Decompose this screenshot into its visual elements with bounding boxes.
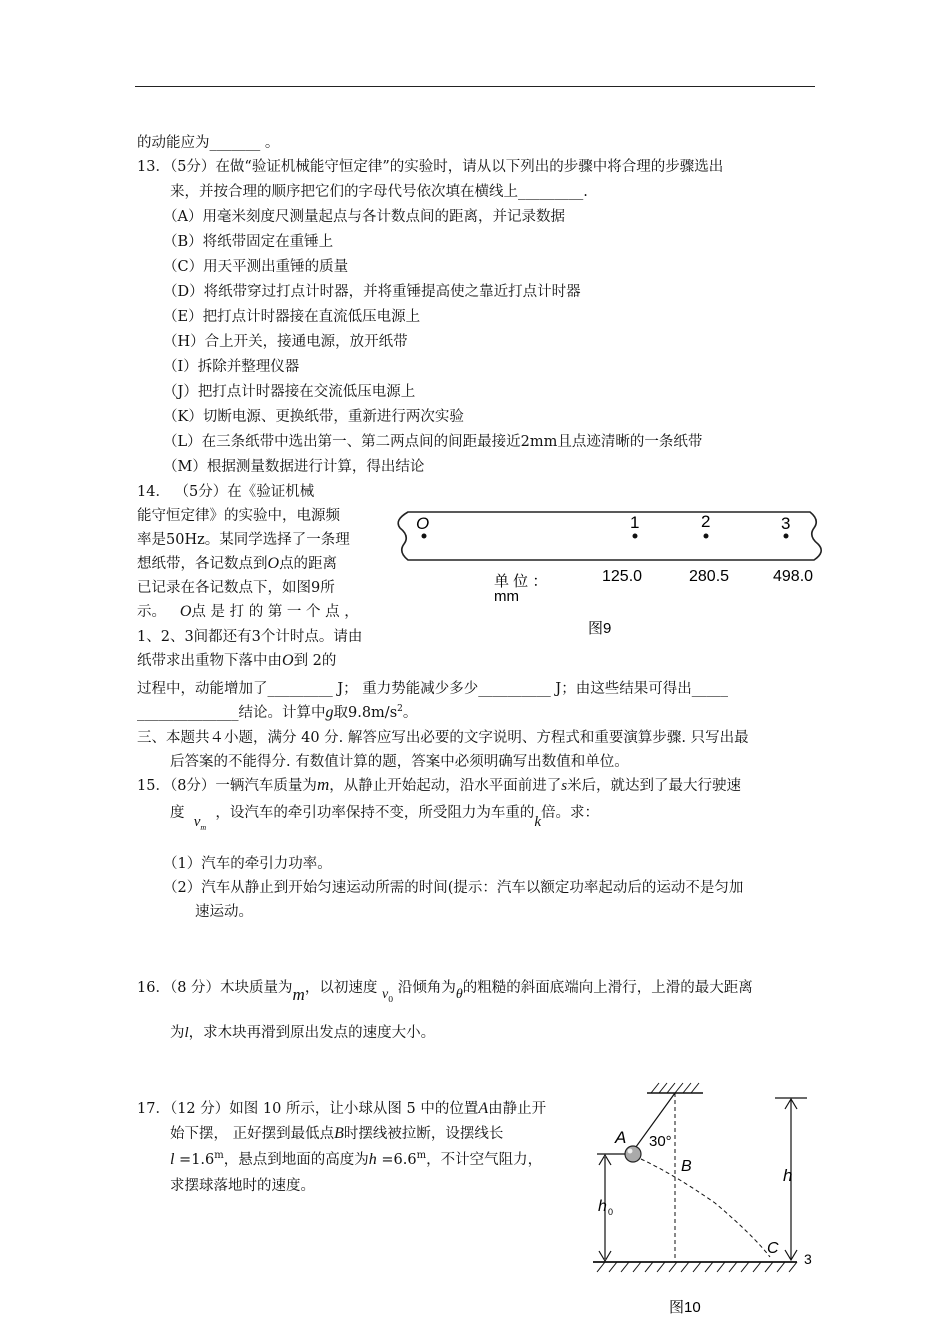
header-rule	[135, 86, 815, 87]
label-h0: h	[598, 1198, 607, 1215]
label-h: h	[783, 1166, 793, 1185]
q15-line-1: 15．（8分）一辆汽车质量为m，从静止开始起动，沿水平面前进了s米后，就达到了最大行驶速	[137, 775, 742, 794]
q13-option-c: （C）用天平测出重锤的质量	[163, 259, 349, 275]
label-a: A	[615, 1128, 627, 1147]
dot-1	[633, 534, 638, 539]
trajectory	[641, 1159, 770, 1257]
q15-line-2: 度 $v_m$ ，设汽车的牵引功率保持不变，所受阻力为车重的k倍。求：	[170, 805, 600, 832]
q14-line-5: 已记录在各记数点下，如图9所	[137, 580, 335, 596]
label-o: O	[416, 514, 430, 533]
q13-option-e: （E）把打点计时器接在直流低压电源上	[163, 309, 421, 325]
value-3: 498.0	[773, 568, 814, 585]
q13-option-m: （M）根据测量数据进行计算，得出结论	[163, 459, 425, 475]
dot-o	[422, 534, 427, 539]
q13-option-a: （A）用毫米刻度尺测量起点与各计数点间的距离，并记录数据	[163, 209, 565, 225]
label-angle: 30°	[649, 1133, 672, 1150]
q13-option-h: （H）合上开关，接通电源，放开纸带	[163, 334, 408, 350]
section3-line-2: 后答案的不能得分. 有数值计算的题，答案中必须明确写出数值和单位。	[170, 754, 629, 770]
figure-9-caption: 图9	[588, 620, 612, 637]
label-3: 3	[781, 514, 791, 533]
q17-line-4: 求摆球落地时的速度。	[170, 1178, 315, 1194]
label-c: C	[767, 1240, 779, 1257]
q15-part-1: （1）汽车的牵引力功率。	[163, 856, 332, 872]
label-h0-sub: 0	[608, 1207, 614, 1217]
q14-line-3: 率是50Hz。某同学选择了一条理	[137, 532, 350, 548]
figure-10-caption: 图10	[669, 1299, 701, 1316]
q13-option-b: （B）将纸带固定在重锤上	[163, 234, 334, 250]
q17-line-1: 17．（12 分）如图 10 所示，让小球从图 5 中的位置A由静止开	[137, 1100, 547, 1117]
q14-line-1: 14． （5分）在《验证机械	[137, 484, 315, 500]
q13-option-j: （J）把打点计时器接在交流低压电源上	[163, 384, 416, 400]
continued-line: 的动能应为_______ 。	[137, 135, 280, 151]
dot-3	[784, 534, 789, 539]
figure-9-paper-tape	[390, 502, 835, 652]
label-2: 2	[701, 512, 711, 531]
q16-line-1: 16．（8 分）木块质量为m，以初速度 $v_0$ 沿倾角为θ的粗糙的斜面底端向上滑行，上滑的最大距离	[137, 980, 753, 1004]
q17-line-3: $l =1.6^m$，悬点到地面的高度为$h =6.6^m$，不计空气阻力，	[170, 1150, 543, 1168]
q14-line-9: 过程中，动能增加了_________ J； 重力势能减少多少__________ J；由这些结果可得出_____	[137, 681, 728, 697]
figure-10-pendulum	[585, 1075, 825, 1335]
q13-option-i: （I）拆除并整理仪器	[163, 359, 300, 375]
section3-line-1: 三、本题共４小题，满分 40 分. 解答应写出必要的文字说明、方程式和重要演算步骤. 只写出最	[137, 730, 749, 746]
q16-line-2: 为l，求木块再滑到原出发点的速度大小。	[170, 1025, 436, 1041]
tape-outline	[398, 512, 821, 560]
q13-line-2: 来，并按合理的顺序把它们的字母代号依次填在横线上_________.	[170, 184, 588, 200]
value-1: 125.0	[602, 568, 643, 585]
q13-line-1: 13．（5分）在做“验证机械能守恒定律”的实验时，请从以下列出的步骤中将合理的步骤选出	[137, 159, 724, 175]
q14-line-10: ______________结论。计算中g取$9.8m/s^2$。	[137, 704, 418, 721]
label-1: 1	[630, 513, 640, 532]
q17-line-2: 始下摆， 正好摆到最低点B时摆线被拉断，设摆线长	[170, 1125, 504, 1142]
q15-part-2: （2）汽车从静止到开始匀速运动所需的时间(提示：汽车以额定功率起动后的运动不是匀加	[163, 880, 744, 896]
q14-line-6: 示。 O点 是 打 的 第 一 个 点 ，	[137, 603, 359, 620]
dot-2	[704, 534, 709, 539]
q14-line-7: 1、2、3间都还有3个计时点。请由	[137, 629, 363, 645]
q13-option-l: （L）在三条纸带中选出第一、第二两点间的间距最接近2mm且点迹清晰的一条纸带	[163, 434, 703, 450]
value-2: 280.5	[689, 568, 730, 585]
unit-label: 单 位 ：	[494, 573, 548, 590]
q14-line-8: 纸带求出重物下落中由O到 2的	[137, 652, 337, 669]
pendulum-ball	[625, 1146, 641, 1162]
page-fragment: 3	[804, 1251, 812, 1267]
label-b: B	[681, 1158, 692, 1175]
q13-option-d: （D）将纸带穿过打点计时器，并将重锤提高使之靠近打点计时器	[163, 284, 581, 300]
q15-part-2-cont: 速运动。	[195, 904, 253, 920]
ceiling-hatch	[651, 1083, 699, 1093]
q14-line-2: 能守恒定律》的实验中，电源频	[137, 508, 340, 524]
q14-line-4: 想纸带，各记数点到O点的距离	[137, 555, 338, 572]
q13-option-k: （K）切断电源、更换纸带，重新进行两次实验	[163, 409, 464, 425]
unit-mm: mm	[494, 588, 519, 605]
ground-hatch	[597, 1262, 797, 1272]
